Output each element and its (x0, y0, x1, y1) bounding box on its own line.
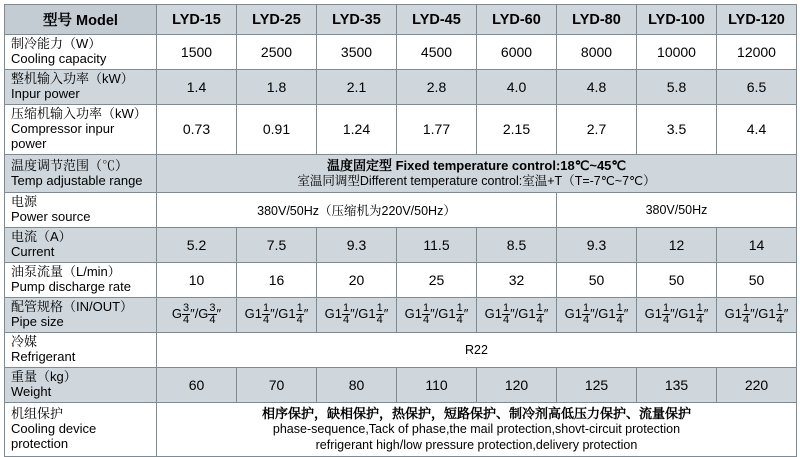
merged-text-block (161, 406, 792, 454)
table-row (5, 69, 797, 104)
row-label-cn: 电流（A） (11, 229, 72, 245)
row-merged-value (157, 402, 797, 457)
row-label-en: Pump discharge rate (11, 279, 131, 295)
pipe-size-value: G1 $\frac{1}{4}$ ″/G1 $\frac{1}{4}$ ″ (484, 301, 549, 326)
row-cell: 0.73 (157, 104, 237, 154)
row-cell: 16 (237, 263, 317, 298)
pipe-size-value: G1 $\frac{1}{4}$ ″/G1 $\frac{1}{4}$ ″ (324, 301, 389, 326)
row-cell: 1.8 (237, 69, 317, 104)
row-label-cn: 压缩机输入功率（kW） (11, 105, 147, 121)
row-label-en: Current (11, 244, 55, 260)
row-label (5, 402, 157, 457)
row-label-cn: 重量（kg） (11, 368, 77, 384)
row-cell: 10000 (637, 35, 717, 70)
table-row (5, 154, 797, 193)
row-cell: 7.5 (237, 228, 317, 263)
row-cell: 12000 (717, 35, 797, 70)
row-label (5, 332, 157, 367)
row-label-en: Power source (11, 209, 91, 225)
row-label-en: Refrigerant (11, 348, 76, 364)
row-label (5, 193, 157, 228)
specification-table (4, 4, 797, 457)
row-cell: 9.3 (317, 228, 397, 263)
pipe-size-value: G1 $\frac{1}{4}$ ″/G1 $\frac{1}{4}$ ″ (564, 301, 629, 326)
merged-text-line: refrigerant high/low pressure protection,delivery protection (315, 437, 638, 452)
row-cell: 8000 (557, 35, 637, 70)
row-label (5, 104, 157, 154)
row-cell (717, 298, 797, 333)
row-cell: 80 (317, 367, 397, 402)
table-row (5, 402, 797, 457)
row-label-cn: 制冷能力（W） (11, 36, 102, 51)
row-cell: 50 (557, 263, 637, 298)
row-label-cn: 配管规格（IN/OUT） (11, 299, 134, 315)
header-model-5: LYD-80 (557, 5, 637, 35)
row-cell: 1500 (157, 35, 237, 70)
header-model-7: LYD-120 (717, 5, 797, 35)
row-label-en: Cooling device protection (11, 420, 97, 451)
row-cell: 1.4 (157, 69, 237, 104)
row-cell (637, 298, 717, 333)
table-row (5, 228, 797, 263)
row-cell: 125 (557, 367, 637, 402)
row-cell: 110 (397, 367, 477, 402)
header-model-0: LYD-15 (157, 5, 237, 35)
row-label-cn: 油泵流量（L/min） (11, 264, 121, 280)
row-cell: 50 (637, 263, 717, 298)
row-cell: 6.5 (717, 69, 797, 104)
row-merged-value (157, 154, 797, 193)
row-label-cn: 机组保护 (11, 406, 64, 422)
row-cell (557, 298, 637, 333)
row-label (5, 69, 157, 104)
row-label-en: Compressor inpur power (11, 120, 115, 151)
row-cell: 50 (717, 263, 797, 298)
header-model-3: LYD-45 (397, 5, 477, 35)
row-cell: 2.15 (477, 104, 557, 154)
header-model-2: LYD-35 (317, 5, 397, 35)
header-model-label: 型号 Model (5, 5, 157, 35)
row-label-en: Inpur power (11, 85, 80, 101)
pipe-size-value: G1 $\frac{1}{4}$ ″/G1 $\frac{1}{4}$ ″ (404, 301, 469, 326)
row-label-en: Weight (11, 383, 52, 399)
row-cell: 25 (397, 263, 477, 298)
row-cell: 9.3 (557, 228, 637, 263)
row-cell (317, 298, 397, 333)
row-label-cn: 整机输入功率（kW） (11, 70, 134, 86)
row-label (5, 154, 157, 193)
row-cell: 1.24 (317, 104, 397, 154)
row-cell: 1.77 (397, 104, 477, 154)
header-model-6: LYD-100 (637, 5, 717, 35)
row-cell: 14 (717, 228, 797, 263)
merged-text-block (161, 158, 792, 190)
header-model-4: LYD-60 (477, 5, 557, 35)
row-split-value: 380V/50Hz (557, 193, 797, 228)
row-cell: 135 (637, 367, 717, 402)
table-row (5, 35, 797, 70)
row-label (5, 298, 157, 333)
row-label (5, 367, 157, 402)
row-cell (477, 298, 557, 333)
row-cell: 5.2 (157, 228, 237, 263)
row-label (5, 228, 157, 263)
row-label-cn: 温度调节范围（℃） (11, 157, 129, 173)
row-cell (237, 298, 317, 333)
row-label-cn: 电源 (11, 194, 38, 210)
row-cell: 20 (317, 263, 397, 298)
row-cell: 70 (237, 367, 317, 402)
row-label-en: Temp adjustable range (11, 172, 143, 188)
row-cell: 5.8 (637, 69, 717, 104)
row-cell: 120 (477, 367, 557, 402)
row-cell: 220 (717, 367, 797, 402)
row-cell: 4500 (397, 35, 477, 70)
header-model-1: LYD-25 (237, 5, 317, 35)
table-row (5, 193, 797, 228)
table-row (5, 298, 797, 333)
row-cell: 32 (477, 263, 557, 298)
row-cell (397, 298, 477, 333)
merged-text-line: 相序保护，缺相保护，热保护，短路保护、制冷剂高低压力保护、流量保护 (261, 405, 691, 421)
row-cell: 3.5 (637, 104, 717, 154)
row-label (5, 35, 157, 70)
table-row (5, 104, 797, 154)
row-merged-value (157, 332, 797, 367)
merged-text-line: R22 (465, 342, 488, 357)
row-cell: 4.8 (557, 69, 637, 104)
row-label-en: Pipe size (11, 314, 64, 329)
row-cell: 4.4 (717, 104, 797, 154)
pipe-size-value: G $\frac{3}{4}$ ″/G $\frac{3}{4}$ ″ (171, 301, 222, 326)
row-cell: 10 (157, 263, 237, 298)
table-body (5, 35, 797, 457)
row-cell: 4.0 (477, 69, 557, 104)
table-row (5, 332, 797, 367)
pipe-size-value: G1 $\frac{1}{4}$ ″/G1 $\frac{1}{4}$ ″ (724, 301, 789, 326)
merged-text-line: phase-sequence,Tack of phase,the mail protection,shovt-circuit protection (272, 421, 681, 436)
row-label-cn: 冷媒 (11, 333, 38, 349)
table-row (5, 263, 797, 298)
row-cell: 2.7 (557, 104, 637, 154)
pipe-size-value: G1 $\frac{1}{4}$ ″/G1 $\frac{1}{4}$ ″ (244, 301, 309, 326)
row-cell: 2.1 (317, 69, 397, 104)
row-label (5, 263, 157, 298)
row-split-value: 380V/50Hz（压缩机为220V/50Hz） (157, 193, 557, 228)
row-cell: 2500 (237, 35, 317, 70)
row-cell: 11.5 (397, 228, 477, 263)
table-header-row (5, 5, 797, 35)
merged-text-line: 室温同调型Different temperature control:室温+T（T=-7℃~7℃） (297, 173, 656, 188)
row-cell: 6000 (477, 35, 557, 70)
row-cell: 0.91 (237, 104, 317, 154)
table-row (5, 367, 797, 402)
row-cell: 8.5 (477, 228, 557, 263)
row-cell: 2.8 (397, 69, 477, 104)
row-cell: 3500 (317, 35, 397, 70)
row-cell: 12 (637, 228, 717, 263)
pipe-size-value: G1 $\frac{1}{4}$ ″/G1 $\frac{1}{4}$ ″ (644, 301, 709, 326)
row-cell: 60 (157, 367, 237, 402)
merged-text-line: 温度固定型 Fixed temperature control:18℃~45℃ (326, 157, 627, 173)
row-label-en: Cooling capacity (11, 50, 107, 66)
row-cell (157, 298, 237, 333)
